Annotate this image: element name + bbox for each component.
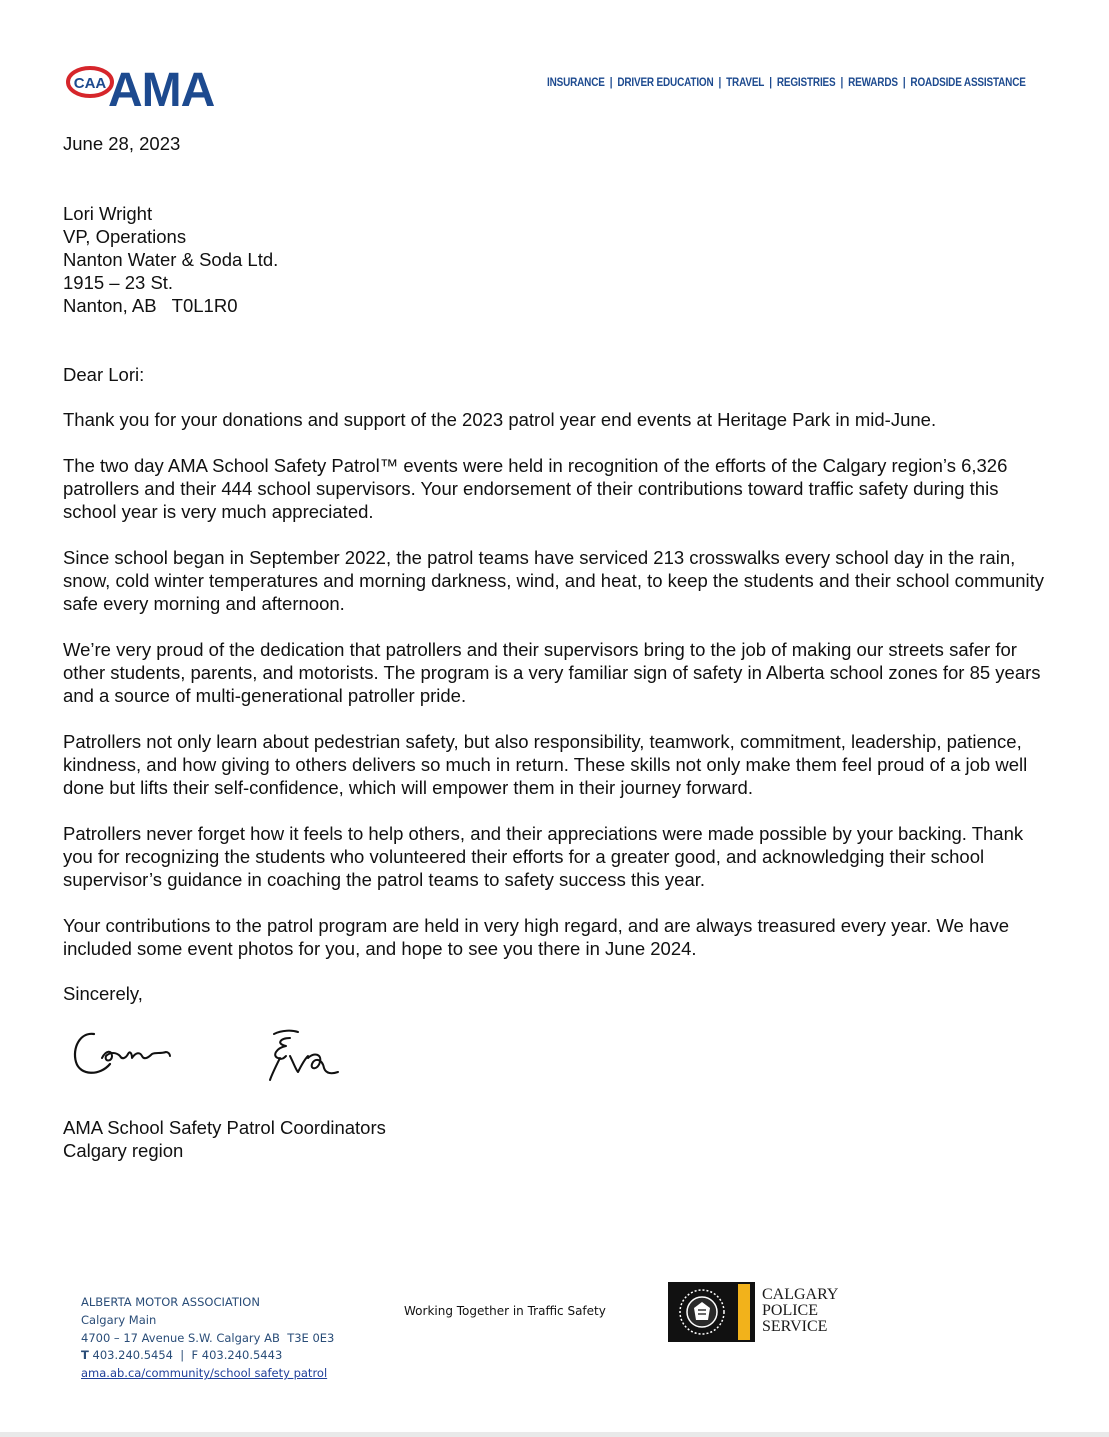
letter-body <box>63 408 1053 983</box>
fax-label: F <box>191 1348 199 1363</box>
signature-coleen <box>70 1024 174 1082</box>
nav-driver-education: DRIVER EDUCATION <box>617 75 714 89</box>
recipient-street: 1915 – 23 St. <box>63 272 174 293</box>
phone-label: T <box>81 1348 89 1363</box>
paragraph-6: Patrollers never forget how it feels to help others, and their appreciations were made possible by your backing. Thank you for recognizing the students who volunteered their efforts for a greater good, and acknowledging their school supervisor’s guidance in coaching the patrol teams to safety success this year. <box>63 823 1024 890</box>
footer-address <box>81 1294 334 1383</box>
recipient-name: Lori Wright <box>63 203 153 224</box>
logo-text: AMA <box>108 64 215 110</box>
paragraph-2: The two day AMA School Safety Patrol™ events were held in recognition of the efforts of the Calgary region’s 6,326 patrollers and their 444 school supervisors. Your endorsement of their contributions toward traffic safety during this school year is very much appreciated. <box>63 455 1008 522</box>
footer-street: 4700 – 17 Avenue S.W. Calgary AB T3E 0E3 <box>81 1330 335 1345</box>
paragraph-5: Patrollers not only learn about pedestrian safety, but also responsibility, teamwork, commitment, leadership, patience, kindness, and how giving to others delivers so much in return. These skills not only make them feel proud of a job well done but lifts their self-confidence, which will empower them in their journey forward. <box>63 731 1028 798</box>
nav-rewards: REWARDS <box>848 75 898 89</box>
partner-line-2: POLICE <box>762 1302 818 1319</box>
paragraph-1: Thank you for your donations and support of the 2023 patrol year end events at Heritage Park in mid-June. <box>63 409 937 430</box>
fax-number: 403.240.5443 <box>201 1348 283 1363</box>
recipient-company: Nanton Water & Soda Ltd. <box>63 249 279 270</box>
closing: Sincerely, <box>63 983 143 1004</box>
page-bottom-edge <box>0 1432 1109 1437</box>
signature-eva <box>268 1028 342 1086</box>
signer-line-1: AMA School Safety Patrol Coordinators <box>63 1117 386 1138</box>
nav-travel: TRAVEL <box>726 75 765 89</box>
police-badge-logo <box>668 1282 755 1342</box>
nav-roadside-assistance: ROADSIDE ASSISTANCE <box>910 75 1026 89</box>
school-safety-patrol-link[interactable]: ama.ab.ca/community/school safety patrol <box>81 1366 328 1381</box>
police-service-name <box>762 1287 838 1335</box>
recipient-city: Nanton, AB T0L1R0 <box>63 295 238 316</box>
paragraph-4: We’re very proud of the dedication that patrollers and their supervisors bring to the job of making our streets safer for other students, parents, and motorists. The program is a very familiar sign of safety in Alberta school zones for 85 years and a source of multi-generational patroller pride. <box>63 639 1041 706</box>
partner-line-1: CALGARY <box>762 1286 839 1303</box>
letterhead <box>0 0 1109 120</box>
signer-line-2: Calgary region <box>63 1140 184 1161</box>
paragraph-7: Your contributions to the patrol program are held in very high regard, and are always treasured every year. We have included some event photos for you, and hope to see you there in June 2024. <box>63 915 1010 959</box>
partner-line-3: SERVICE <box>762 1318 828 1335</box>
nav-insurance: INSURANCE <box>547 75 605 89</box>
logo-badge-text: CAA <box>73 75 107 92</box>
footer-tagline: Working Together in Traffic Safety <box>404 1304 606 1318</box>
footer-org: ALBERTA MOTOR ASSOCIATION <box>81 1295 260 1309</box>
salutation: Dear Lori: <box>63 364 145 385</box>
recipient-address <box>63 202 278 317</box>
phone-number: 403.240.5454 <box>92 1348 173 1363</box>
letter-date: June 28, 2023 <box>63 133 181 154</box>
nav-registries: REGISTRIES <box>776 75 836 89</box>
footer-branch: Calgary Main <box>81 1312 157 1327</box>
recipient-title: VP, Operations <box>63 226 187 247</box>
paragraph-3: Since school began in September 2022, the patrol teams have serviced 213 crosswalks every school day in the rain, snow, cold winter temperatures and morning darkness, wind, and heat, to keep the students and their school community safe every morning and afternoon. <box>63 547 1045 614</box>
signer-block <box>63 1116 386 1162</box>
ama-logo <box>66 64 244 110</box>
letterhead-nav: INSURANCE | DRIVER EDUCATION | TRAVEL | REGISTRIES | REWARDS | ROADSIDE ASSISTANCE <box>547 75 1026 89</box>
footer-contact: T 403.240.5454 | F 403.240.5443 <box>81 1348 283 1363</box>
